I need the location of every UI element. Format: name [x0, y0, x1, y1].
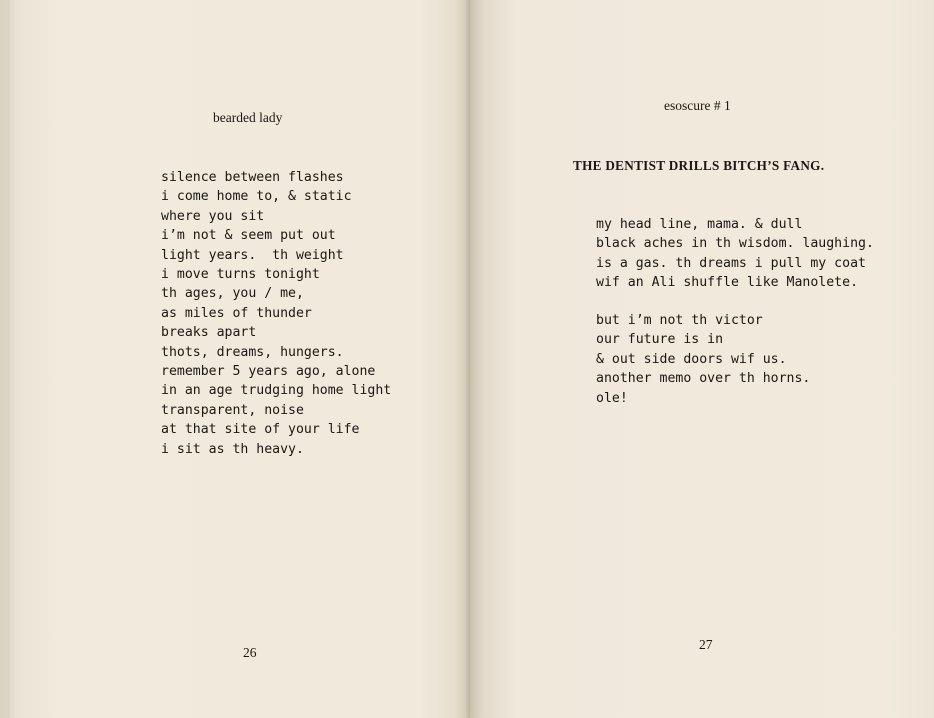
- poem-body: [161, 168, 391, 459]
- poem-line: ole!: [596, 390, 628, 406]
- poem-line: th ages, you / me,: [161, 286, 304, 302]
- poem-title: bearded lady: [213, 110, 283, 125]
- page-number: 27: [699, 637, 713, 652]
- poem-line: remember 5 years ago, alone: [161, 364, 376, 380]
- page-number: 26: [243, 645, 257, 660]
- poem-title: esoscure # 1: [664, 98, 731, 113]
- poem-line: in an age trudging home light: [161, 383, 392, 399]
- poem-line: light years. th weight: [161, 247, 344, 263]
- poem-line: & out side doors wif us.: [596, 351, 787, 367]
- poem-line: wif an Ali shuffle like Manolete.: [596, 275, 859, 291]
- poem-line: i sit as th heavy.: [161, 441, 304, 457]
- poem-line: where you sit: [161, 208, 265, 224]
- poem-headline: THE DENTIST DRILLS BITCH’S FANG.: [573, 158, 825, 173]
- poem-line: black aches in th wisdom. laughing.: [596, 236, 874, 252]
- poem-line: at that site of your life: [161, 422, 360, 438]
- poem-line: silence between flashes: [161, 170, 344, 185]
- poem-stanza-2: [596, 311, 810, 408]
- poem-line: another memo over th horns.: [596, 371, 811, 387]
- poem-line: thots, dreams, hungers.: [161, 344, 344, 360]
- page-edge: [0, 0, 10, 718]
- poem-line: i’m not & seem put out: [161, 228, 336, 244]
- poem-line: as miles of thunder: [161, 305, 312, 321]
- poem-line: breaks apart: [161, 325, 257, 341]
- poem-line: our future is in: [596, 332, 724, 348]
- poem-stanza-1: [596, 215, 874, 293]
- poem-line: my head line, mama. & dull: [596, 217, 803, 232]
- poem-line: is a gas. th dreams i pull my coat: [596, 255, 866, 271]
- right-page: [470, 0, 934, 718]
- poem-line: transparent, noise: [161, 402, 304, 418]
- poem-line: i move turns tonight: [161, 267, 320, 283]
- poem-line: but i’m not th victor: [596, 313, 763, 328]
- poem-line: i come home to, & static: [161, 189, 352, 205]
